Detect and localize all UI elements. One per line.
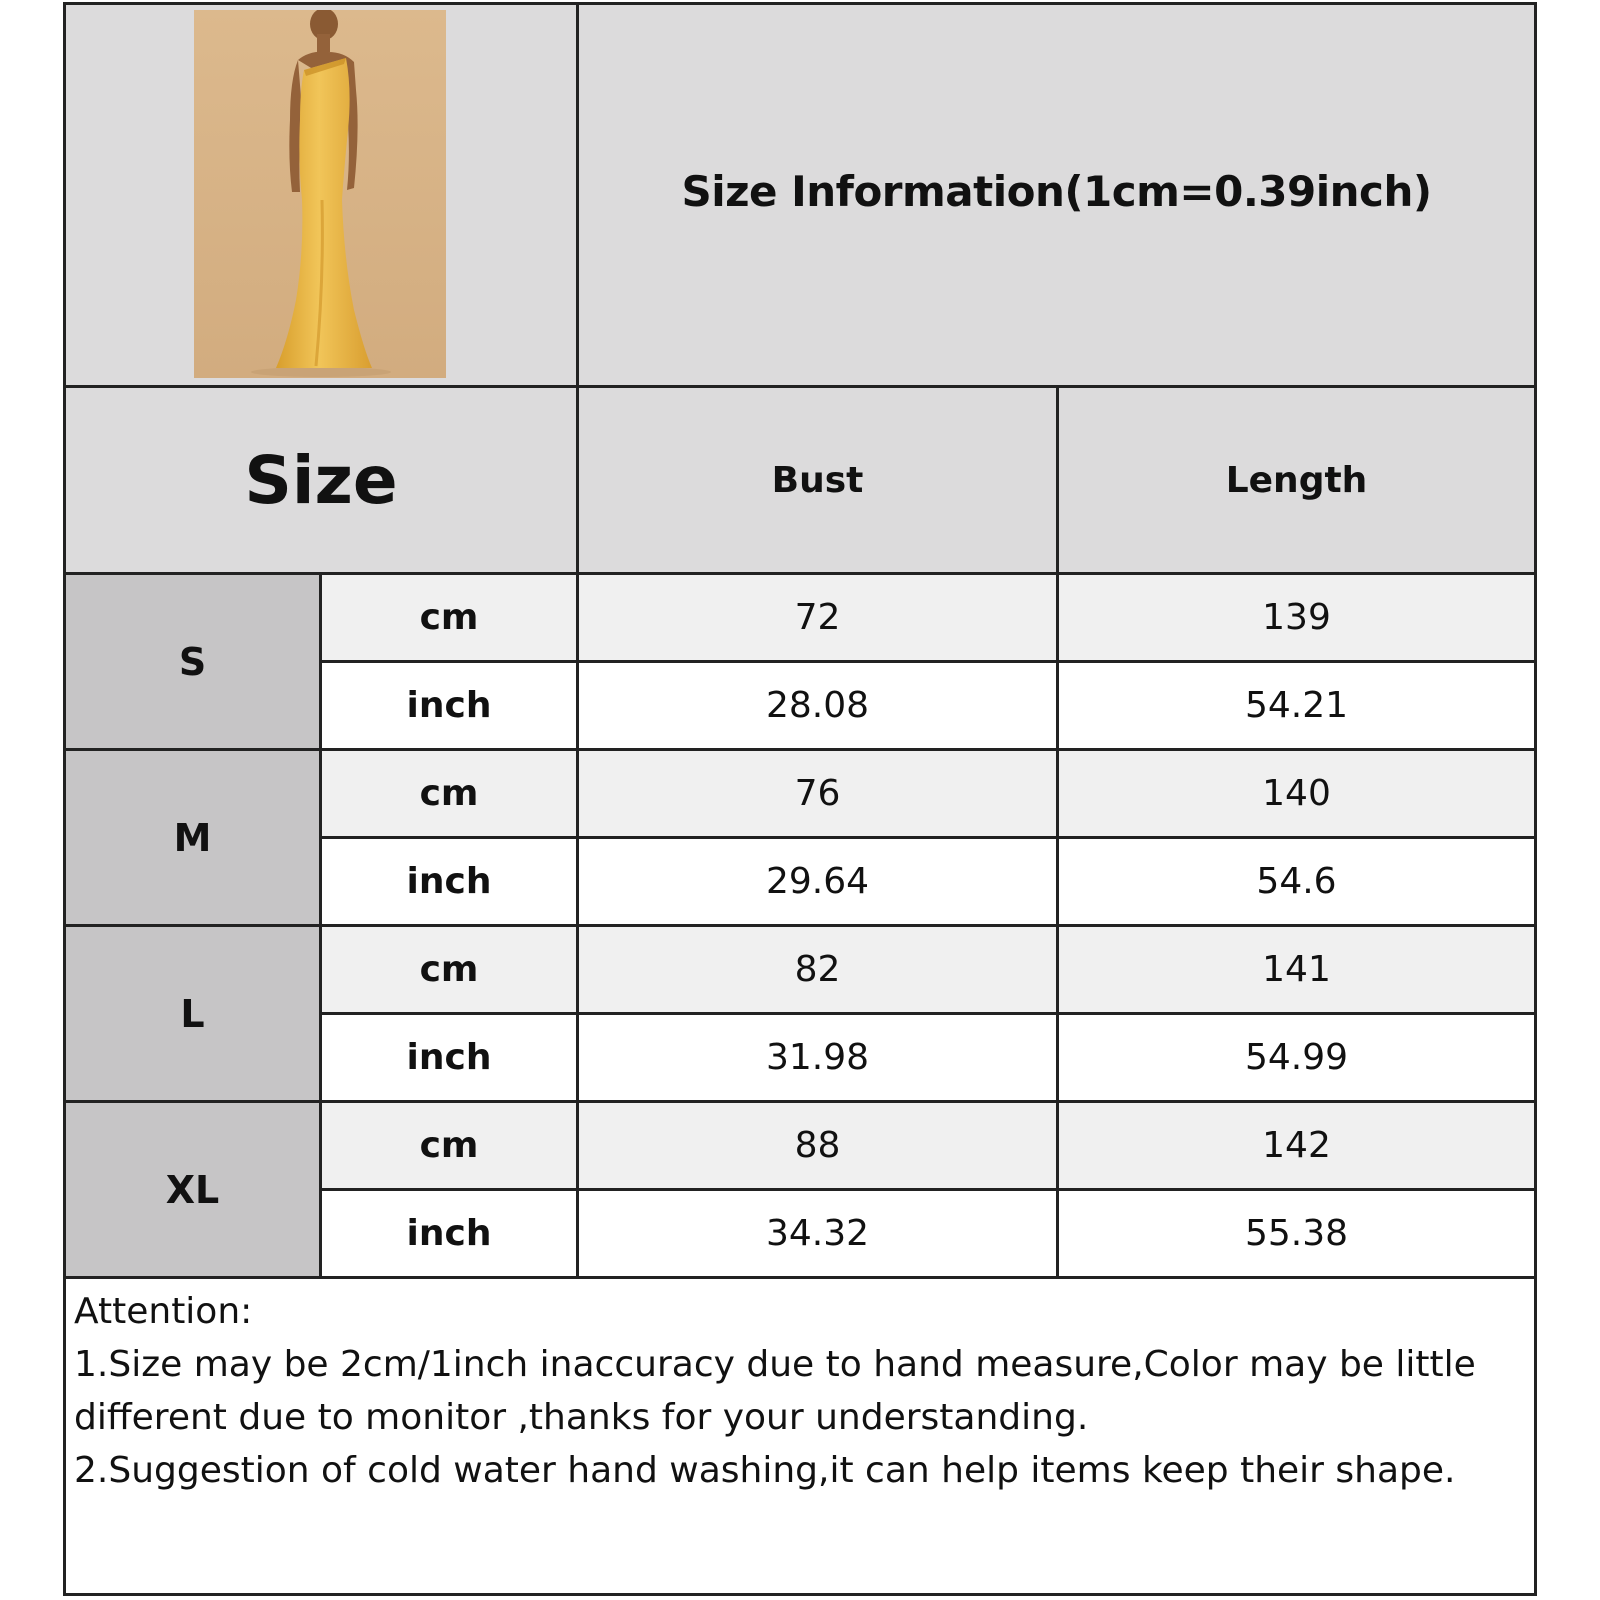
length-cell: 55.38 bbox=[1244, 1213, 1349, 1254]
size-chart bbox=[63, 2, 1537, 1596]
size-group-l bbox=[66, 927, 1534, 1103]
unit-cell: inch bbox=[322, 1015, 579, 1100]
dress-model-image bbox=[194, 10, 446, 378]
size-label: M bbox=[66, 751, 322, 924]
size-group-s bbox=[66, 575, 1534, 751]
table-row bbox=[322, 927, 1534, 1015]
unit-cell: inch bbox=[322, 663, 579, 748]
header-size bbox=[66, 388, 579, 575]
attention-line-3: 2.Suggestion of cold water hand washing,it can help items keep their shape. bbox=[74, 1450, 1456, 1491]
size-info-title-cell bbox=[579, 5, 1534, 388]
bust-cell: 31.98 bbox=[579, 1015, 1059, 1100]
attention-line-1: 1.Size may be 2cm/1inch inaccuracy due to hand measure,Color may be little bbox=[74, 1344, 1476, 1385]
unit-cell: inch bbox=[322, 839, 579, 924]
size-label: S bbox=[66, 575, 322, 748]
table-row bbox=[322, 1103, 1534, 1191]
length-cell: 139 bbox=[1262, 597, 1331, 638]
unit-cell: cm bbox=[322, 575, 579, 660]
length-cell: 141 bbox=[1262, 949, 1331, 990]
size-info-title: Size Information(1cm=0.39inch) bbox=[681, 166, 1432, 216]
size-group-m bbox=[66, 751, 1534, 927]
length-cell: 54.6 bbox=[1256, 861, 1337, 902]
length-cell: 140 bbox=[1262, 773, 1331, 814]
bust-cell: 88 bbox=[579, 1103, 1059, 1188]
unit-cell: cm bbox=[322, 927, 579, 1012]
size-label: XL bbox=[66, 1103, 322, 1276]
table-row bbox=[322, 1191, 1534, 1276]
header-bust bbox=[579, 388, 1059, 575]
table-row bbox=[322, 1015, 1534, 1100]
length-cell: 54.21 bbox=[1244, 685, 1349, 726]
attention-notes bbox=[66, 1279, 1534, 1593]
size-label: L bbox=[66, 927, 322, 1100]
bust-cell: 28.08 bbox=[579, 663, 1059, 748]
unit-cell: cm bbox=[322, 751, 579, 836]
header-bust-label: Bust bbox=[771, 459, 864, 501]
unit-cell: cm bbox=[322, 1103, 579, 1188]
product-photo-cell bbox=[66, 5, 579, 388]
size-table-body bbox=[66, 575, 1534, 1279]
header-size-label: Size bbox=[244, 441, 398, 519]
table-row bbox=[322, 663, 1534, 748]
bust-cell: 72 bbox=[579, 575, 1059, 660]
bust-cell: 76 bbox=[579, 751, 1059, 836]
length-cell: 54.99 bbox=[1244, 1037, 1349, 1078]
bust-cell: 82 bbox=[579, 927, 1059, 1012]
attention-heading: Attention: bbox=[74, 1291, 253, 1332]
unit-cell: inch bbox=[322, 1191, 579, 1276]
header-length-label: Length bbox=[1225, 459, 1368, 501]
table-row bbox=[322, 751, 1534, 839]
table-row bbox=[322, 839, 1534, 924]
bust-cell: 29.64 bbox=[579, 839, 1059, 924]
attention-line-2: different due to monitor ,thanks for your understanding. bbox=[74, 1397, 1089, 1438]
header-length bbox=[1059, 388, 1534, 575]
product-photo bbox=[194, 10, 446, 378]
size-group-xl bbox=[66, 1103, 1534, 1279]
table-row bbox=[322, 575, 1534, 663]
bust-cell: 34.32 bbox=[579, 1191, 1059, 1276]
length-cell: 142 bbox=[1262, 1125, 1331, 1166]
